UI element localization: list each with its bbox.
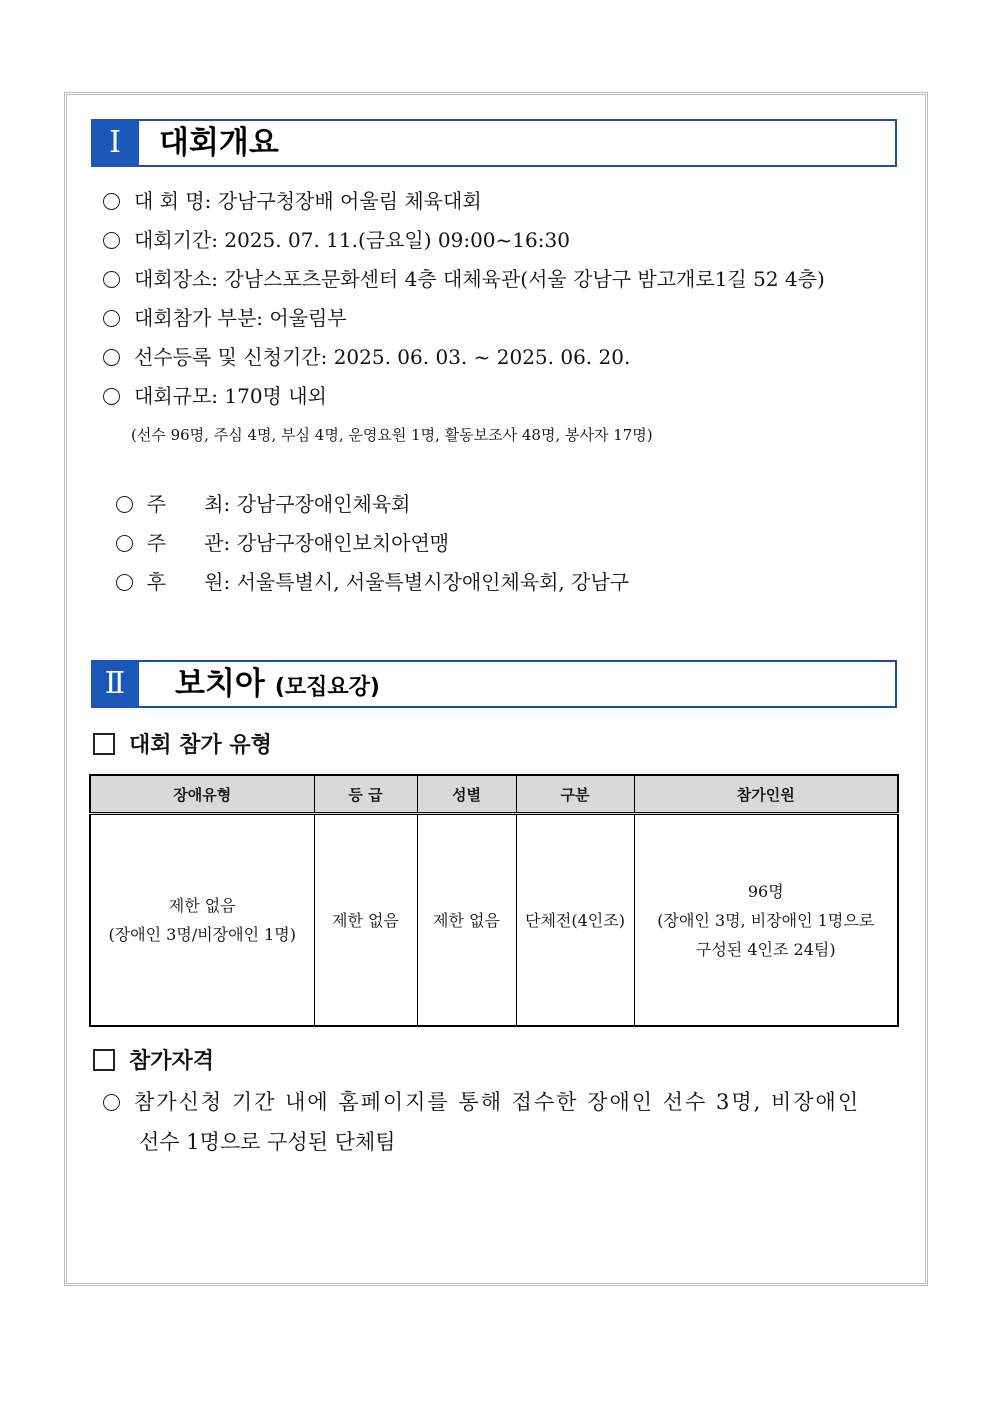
overview-item-period bbox=[101, 225, 570, 255]
overview-item-registration bbox=[101, 342, 630, 372]
circle-bullet-icon bbox=[103, 1094, 120, 1111]
circle-bullet-icon bbox=[103, 193, 120, 210]
header-disability-type: 장애유형 bbox=[90, 775, 314, 814]
circle-bullet-icon bbox=[103, 388, 120, 405]
section-2-title bbox=[175, 662, 380, 706]
cell-line: 단체전(4인조) bbox=[525, 910, 625, 930]
qualification-heading bbox=[91, 1044, 214, 1075]
cell-disability-type bbox=[90, 814, 314, 1027]
qualification-item bbox=[101, 1083, 903, 1122]
cell-line: 구성된 4인조 24팀) bbox=[695, 939, 836, 959]
section-2-subtitle: (모집요강) bbox=[274, 675, 380, 700]
overview-item-text: 주 최: 강남구장애인체육회 bbox=[146, 492, 411, 516]
section-2-header bbox=[91, 660, 897, 708]
overview-item-text: 대회기간: 2025. 07. 11.(금요일) 09:00~16:30 bbox=[134, 228, 570, 252]
participation-type-heading bbox=[91, 728, 272, 759]
qualification-text-line2: 선수 1명으로 구성된 단체팀 bbox=[139, 1130, 396, 1154]
qualification-text-line1: 참가신청 기간 내에 홈페이지를 통해 접수한 장애인 선수 3명, 비장애인 bbox=[134, 1090, 861, 1114]
circle-bullet-icon bbox=[103, 232, 120, 249]
cell-line: (장애인 3명, 비장애인 1명으로 bbox=[657, 910, 875, 930]
section-2-title-text: 보치아 bbox=[175, 666, 265, 702]
overview-item-text: 선수등록 및 신청기간: 2025. 06. 03. ~ 2025. 06. 20. bbox=[134, 345, 631, 369]
header-grade: 등 급 bbox=[314, 775, 417, 814]
table-header-row bbox=[90, 775, 898, 814]
cell-category bbox=[516, 814, 634, 1027]
section-1-number: Ⅰ bbox=[91, 119, 139, 167]
overview-item-venue bbox=[101, 264, 825, 294]
section-1-title: 대회개요 bbox=[159, 125, 279, 161]
overview-item-host bbox=[101, 459, 411, 516]
header-gender: 성별 bbox=[417, 775, 516, 814]
overview-item-name bbox=[101, 186, 482, 216]
section-2-number: Ⅱ bbox=[91, 660, 139, 708]
cell-line: 제한 없음 bbox=[332, 910, 399, 930]
circle-bullet-icon bbox=[116, 574, 133, 591]
overview-item-sponsor bbox=[101, 537, 630, 594]
circle-bullet-icon bbox=[103, 310, 120, 327]
circle-bullet-icon bbox=[103, 349, 120, 366]
overview-item-text: 대 회 명: 강남구청장배 어울림 체육대회 bbox=[134, 189, 482, 213]
participation-type-heading-text: 대회 참가 유형 bbox=[129, 733, 272, 758]
participation-table bbox=[89, 774, 899, 1027]
cell-line: 제한 없음 bbox=[433, 910, 500, 930]
cell-participants bbox=[634, 814, 898, 1027]
square-bullet-icon bbox=[93, 1049, 115, 1071]
square-bullet-icon bbox=[93, 733, 115, 755]
cell-line: 제한 없음 bbox=[168, 896, 236, 915]
overview-item-organizer bbox=[101, 498, 450, 555]
header-participants: 참가인원 bbox=[634, 775, 898, 814]
cell-gender bbox=[417, 814, 516, 1027]
table-row bbox=[90, 814, 898, 1027]
qualification-heading-text: 참가자격 bbox=[129, 1049, 215, 1074]
section-1-header bbox=[91, 119, 897, 167]
cell-line: 96명 bbox=[747, 881, 784, 901]
scale-breakdown-note: (선수 96명, 주심 4명, 부심 4명, 운영요원 1명, 활동보조사 48명, 봉사자 17명) bbox=[131, 426, 653, 444]
overview-item-text: 대회규모: 170명 내외 bbox=[134, 384, 327, 408]
overview-item-text: 주 관: 강남구장애인보치아연맹 bbox=[146, 531, 450, 555]
overview-item-scale bbox=[101, 381, 327, 411]
header-category: 구분 bbox=[516, 775, 634, 814]
circle-bullet-icon bbox=[103, 271, 120, 288]
overview-item-text: 대회참가 부분: 어울림부 bbox=[134, 306, 347, 330]
cell-grade bbox=[314, 814, 417, 1027]
overview-item-text: 대회장소: 강남스포츠문화센터 4층 대체육관(서울 강남구 밤고개로1길 52 4층) bbox=[134, 267, 825, 291]
overview-item-division bbox=[101, 303, 347, 333]
cell-line: (장애인 3명/비장애인 1명) bbox=[108, 925, 296, 944]
overview-item-text: 후 원: 서울특별시, 서울특별시장애인체육회, 강남구 bbox=[146, 570, 630, 594]
